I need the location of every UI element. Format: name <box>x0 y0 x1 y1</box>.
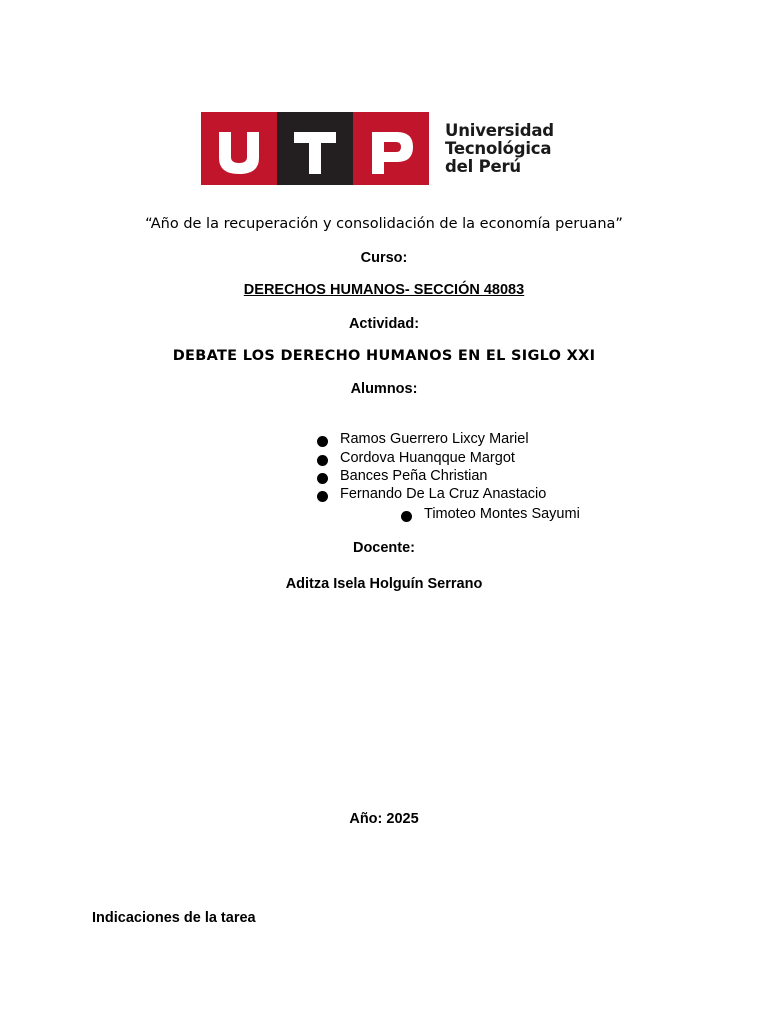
logo-letter-u-box <box>201 112 277 185</box>
student-name: Bances Peña Christian <box>340 468 488 484</box>
bullet-icon <box>317 491 328 502</box>
bullet-icon <box>317 473 328 484</box>
bullet-icon <box>401 511 412 522</box>
student-name: Ramos Guerrero Lixcy Mariel <box>340 431 529 447</box>
course-name: DERECHOS HUMANOS- SECCIÓN 48083 <box>243 282 525 298</box>
teacher-label: Docente: <box>352 540 416 556</box>
year-label: Año: 2025 <box>349 811 419 827</box>
student-name: Fernando De La Cruz Anastacio <box>340 486 547 502</box>
bullet-icon <box>317 436 328 447</box>
activity-label: Actividad: <box>348 316 420 332</box>
year-motto: “Año de la recuperación y consolidación de la economía peruana” <box>145 216 623 232</box>
logo-letter-t-box <box>277 112 353 185</box>
bullet-icon <box>317 455 328 466</box>
course-label: Curso: <box>360 250 408 266</box>
logo-word-2: Tecnológica <box>445 139 552 158</box>
logo-word-1: Universidad <box>445 121 554 140</box>
logo-wordmark <box>445 122 554 176</box>
student-name: Cordova Huanqque Margot <box>340 450 515 466</box>
activity-name: DEBATE LOS DERECHO HUMANOS EN EL SIGLO XXI <box>172 348 596 364</box>
logo-letter-p-box <box>353 112 429 185</box>
logo-word-3: del Perú <box>445 157 521 176</box>
student-name: Timoteo Montes Sayumi <box>424 506 580 522</box>
students-label: Alumnos: <box>350 381 418 397</box>
teacher-name: Aditza Isela Holguín Serrano <box>285 576 483 592</box>
utp-logo <box>201 112 561 185</box>
task-instructions-heading: Indicaciones de la tarea <box>92 910 256 926</box>
